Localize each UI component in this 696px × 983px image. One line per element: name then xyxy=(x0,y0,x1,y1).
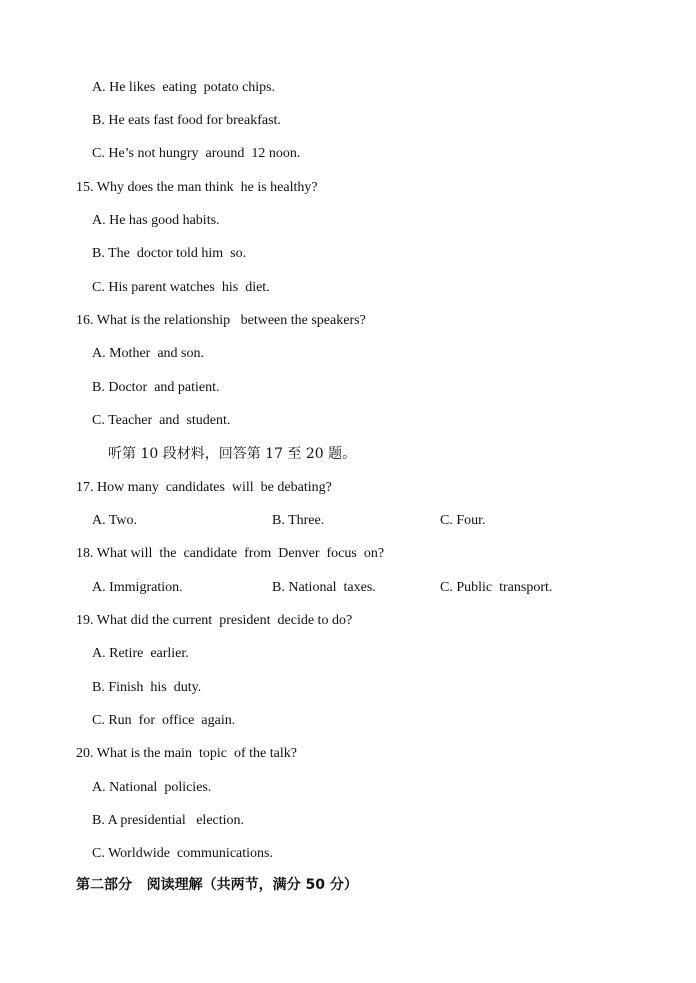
q19-question: 19. What did the current president decide to do? xyxy=(76,613,353,628)
q17-option-c: C. Four. xyxy=(440,513,486,528)
q17-question: 17. How many candidates will be debating? xyxy=(76,480,332,495)
q20-question: 20. What is the main topic of the talk? xyxy=(76,746,297,761)
q19-option-a: A. Retire earlier. xyxy=(92,646,189,661)
q19-option-c: C. Run for office again. xyxy=(92,713,236,728)
q16-option-a: A. Mother and son. xyxy=(92,346,204,361)
section-heading: 第二部分 阅读理解（共两节，满分 50 分） xyxy=(76,877,358,893)
q14-option-a: A. He likes eating potato chips. xyxy=(92,80,276,95)
q15-option-c: C. His parent watches his diet. xyxy=(92,280,270,295)
q19-option-b: B. Finish his duty. xyxy=(92,680,202,695)
q16-option-c: C. Teacher and student. xyxy=(92,413,231,428)
q18-option-c: C. Public transport. xyxy=(440,580,553,595)
q16-option-b: B. Doctor and patient. xyxy=(92,380,220,395)
q14-option-b: B. He eats fast food for breakfast. xyxy=(92,113,281,128)
listening-instruction: 听第 10 段材料，回答第 17 至 20 题。 xyxy=(108,446,357,462)
q20-option-a: A. National policies. xyxy=(92,780,212,795)
q18-question: 18. What will the candidate from Denver focus on? xyxy=(76,546,385,561)
q18-option-b: B. National taxes. xyxy=(272,580,376,595)
q15-option-a: A. He has good habits. xyxy=(92,213,220,228)
q20-option-c: C. Worldwide communications. xyxy=(92,846,273,861)
q14-option-c: C. He’s not hungry around 12 noon. xyxy=(92,146,301,161)
q15-question: 15. Why does the man think he is healthy? xyxy=(76,180,318,195)
q17-option-b: B. Three. xyxy=(272,513,325,528)
q15-option-b: B. The doctor told him so. xyxy=(92,246,247,261)
q20-option-b: B. A presidential election. xyxy=(92,813,245,828)
q18-option-a: A. Immigration. xyxy=(92,580,183,595)
q16-question: 16. What is the relationship between the speakers? xyxy=(76,313,366,328)
q17-option-a: A. Two. xyxy=(92,513,138,528)
